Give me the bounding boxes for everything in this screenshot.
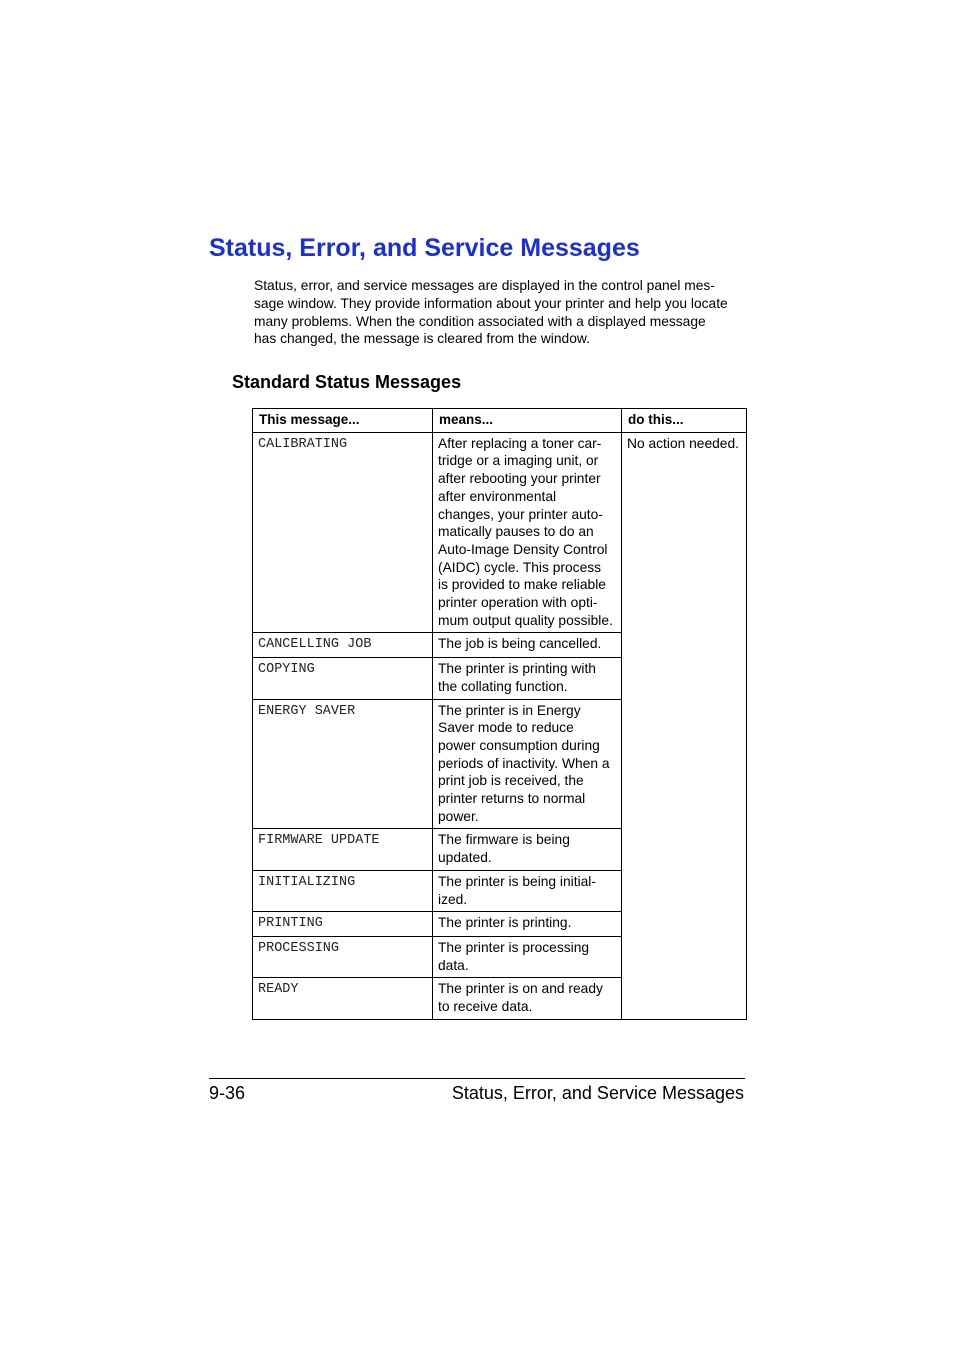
intro-line: many problems. When the condition associated with a displayed message <box>254 313 706 329</box>
meaning-line: printer returns to normal <box>438 791 586 807</box>
meaning-line: The firmware is being <box>438 832 570 848</box>
status-meaning <box>433 658 622 699</box>
page-number: 9-36 <box>209 1083 246 1103</box>
status-meaning <box>433 870 622 911</box>
status-meaning <box>433 633 622 658</box>
status-message-code: READY <box>253 978 433 1019</box>
status-meaning <box>433 432 622 633</box>
meaning-line: The printer is printing. <box>438 915 572 931</box>
meaning-line: The printer is on and ready <box>438 981 603 997</box>
table-body <box>253 432 747 1019</box>
meaning-line: printer operation with opti- <box>438 595 598 611</box>
meaning-line: Auto-Image Density Control <box>438 541 608 557</box>
meaning-line: power consumption during <box>438 737 600 753</box>
meaning-line: The printer is being initial- <box>438 873 596 889</box>
status-meaning <box>433 978 622 1019</box>
status-meaning <box>433 936 622 977</box>
header-action: do this... <box>622 409 747 433</box>
status-message-code: CALIBRATING <box>253 432 433 633</box>
status-message-code: CANCELLING JOB <box>253 633 433 658</box>
intro-line: sage window. They provide information about your printer and help you locate <box>254 295 728 311</box>
intro-line: Status, error, and service messages are displayed in the control panel mes- <box>254 278 715 293</box>
meaning-line: after rebooting your printer <box>438 471 601 487</box>
header-means: means... <box>433 409 622 433</box>
meaning-line: The printer is in Energy <box>438 702 581 718</box>
meaning-line: The printer is printing with <box>438 661 596 677</box>
meaning-line: Saver mode to reduce <box>438 720 574 736</box>
meaning-line: the collating function. <box>438 678 568 694</box>
meaning-line: matically pauses to do an <box>438 524 594 540</box>
page-title: Status, Error, and Service Messages <box>209 234 640 262</box>
status-messages-table <box>252 408 747 1020</box>
status-message-code: INITIALIZING <box>253 870 433 911</box>
meaning-line: after environmental <box>438 488 557 504</box>
meaning-line: The job is being cancelled. <box>438 636 602 652</box>
footer-title: Status, Error, and Service Messages <box>451 1083 744 1103</box>
section-heading: Standard Status Messages <box>232 372 462 392</box>
status-meaning <box>433 699 622 829</box>
meaning-line: is provided to make reliable <box>438 577 606 593</box>
meaning-line: periods of inactivity. When a <box>438 755 610 771</box>
status-meaning <box>433 829 622 870</box>
meaning-line: The printer is processing <box>438 939 590 955</box>
table-row <box>253 432 747 633</box>
table-header-row <box>253 409 747 433</box>
meaning-line: mum output quality possible. <box>438 612 613 628</box>
header-message: This message... <box>253 409 433 433</box>
status-message-code: COPYING <box>253 658 433 699</box>
meaning-line: print job is received, the <box>438 773 584 789</box>
meaning-line: to receive data. <box>438 999 533 1015</box>
footer-rule <box>209 1078 745 1079</box>
status-meaning <box>433 912 622 937</box>
meaning-line: tridge or a imaging unit, or <box>438 453 599 469</box>
status-message-code: FIRMWARE UPDATE <box>253 829 433 870</box>
status-message-code: ENERGY SAVER <box>253 699 433 829</box>
status-message-code: PRINTING <box>253 912 433 937</box>
status-message-code: PROCESSING <box>253 936 433 977</box>
meaning-line: power. <box>438 808 479 824</box>
status-action: No action needed. <box>622 432 747 1019</box>
meaning-line: ized. <box>438 891 468 907</box>
meaning-line: After replacing a toner car- <box>438 435 602 451</box>
intro-paragraph <box>254 277 746 348</box>
meaning-line: updated. <box>438 850 492 866</box>
meaning-line: (AIDC) cycle. This process <box>438 559 602 575</box>
intro-line: has changed, the message is cleared from the window. <box>254 331 590 347</box>
meaning-line: data. <box>438 957 469 973</box>
meaning-line: changes, your printer auto- <box>438 506 603 522</box>
